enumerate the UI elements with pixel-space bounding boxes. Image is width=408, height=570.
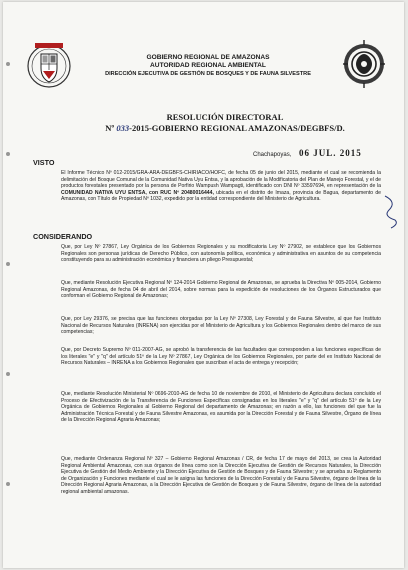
considerando-paragraph: Que, por Ley 29376, se precisa que las funciones otorgadas por la Ley Nº 27308, Ley Forestal y de Fauna Silvestre, al que fue Instituto Nacional de Recursos Naturales (INRENA) son ejercidas por el Ministerio de Agricultura y los Gobiernos Regionales dentro del marco de sus competencias;	[61, 316, 381, 336]
binder-holes	[3, 2, 17, 568]
coat-of-arms-seal	[25, 40, 73, 92]
margin-signature	[381, 192, 401, 232]
directorate-name: DIRECCIÓN EJECUTIVA DE GESTIÓN DE BOSQUES Y DE FAUNA SILVESTRE	[105, 71, 311, 77]
resolution-title	[75, 112, 375, 134]
resolution-suffix: -2015-GOBIERNO REGIONAL AMAZONAS/DEGBFS/D.	[129, 123, 345, 133]
resolution-number: 033	[116, 123, 130, 133]
org-name: GOBIERNO REGIONAL DE AMAZONAS	[146, 54, 270, 61]
visto-heading: VISTO	[33, 158, 55, 167]
community-name: COMUNIDAD NATIVA UYU ENTSA, con RUC Nº 20480016444,	[61, 189, 214, 196]
letterhead	[73, 54, 343, 78]
date-line	[253, 148, 362, 158]
resolution-heading: RESOLUCIÓN DIRECTORAL	[166, 112, 284, 122]
authority-name: AUTORIDAD REGIONAL AMBIENTAL	[150, 62, 266, 69]
considerando-paragraph: Que, mediante Resolución Ejecutiva Regional Nº 124-2014 Gobierno Regional de Amazonas, se aprueba la Directiva Nº 005-2014, Gobierno Regional Amazonas, de fecha 04 de abril del 2014, sobre normas para la expedición de resoluciones de los Órganos Estructurados que conforman el Gobierno Regional de Amazonas;	[61, 280, 381, 300]
considerando-heading: CONSIDERANDO	[33, 232, 93, 241]
regional-emblem-seal	[341, 38, 387, 90]
considerando-paragraph: Que, mediante Ordenanza Regional Nº 327 – Gobierno Regional Amazonas / CR, de fecha 17 de mayo del 2013, se crea la Autoridad Regional Ambiental Amazonas, con sus órganos de línea como son la Dirección Ejecutiva de Gestión de Recursos Naturales, la Dirección Ejecutiva de Gestión del Medio Ambiente y la Dirección Ejecutiva de Gestión de Bosques y de Fauna Silvestre; y se aprueba su Reglamento de Organización y Funciones mediante el cual se le asigna las funciones de la Dirección Forestal y de Fauna Silvestre, órgano de línea de la Dirección Regional Agraria Amazonas, a la Dirección Ejecutiva de Gestión de Bosques y de Fauna Silvestre, órgano de línea de la autoridad regional ambiental amazonas.	[61, 456, 381, 495]
place: Chachapoyas,	[253, 152, 292, 158]
document-page	[3, 2, 404, 568]
considerando-paragraph: Que, por Ley Nº 27867, Ley Orgánica de los Gobiernos Regionales y su modificatoria Ley Nº 27902, se establece que los Gobiernos Regionales son personas jurídicas de Derecho Público, con autonomía política, económica y administrativa en asuntos de su competencia constituyendo para su administración económica y financiera un pliego Presupuestal;	[61, 244, 381, 264]
date-stamp: 06 JUL. 2015	[299, 148, 362, 158]
visto-paragraph: El Informe Técnico Nº 012-2015/GRA-ARA-DEGBFS-CHIRIACO/HOFC, de fecha 05 de junio del 2015, mediante el cual se recomienda la delimitación del Bosque Comunal de la Comunidad Nativa Uyu Entsa, y la aprobación de la Modificatoria del Plan de Manejo Forestal, y el de productos forestales presentado por la persona de Porfirio Wampush Wampagti, identificado con DNI Nº 33597694, en representación de la COMUNIDAD NATIVA UYU ENTSA, con RUC Nº 20480016444, ubicada en el distrito de Imaza, provincia de Bagua, departamento de Amazonas, con Título de Propiedad Nº 1032, expedido por la entidad correspondiente del Ministerio de Agricultura.	[61, 170, 381, 203]
resolution-number-line: Nº 033-2015-GOBIERNO REGIONAL AMAZONAS/DEGBFS/D.	[105, 123, 345, 133]
considerando-paragraph: Que, mediante Resolución Ministerial Nº 0696-2010-AG de fecha 10 de noviembre de 2010, el Ministerio de Agricultura declara concluido el Proceso de Efectivización de la Transferencia de Funciones Específicas consignadas en los literales "e" y "q" del artículo 51º de la Ley Orgánica de Gobiernos Regionales al Gobierno Regional del departamento de Amazonas; en razón a ello, las funciones del que fue la Administración Técnica Forestal y de Fauna Silvestre Amazonas, es asumida por la Dirección Forestal y de Fauna Silvestre, Órgano de línea de la Dirección Regional Agraria Amazonas;	[61, 391, 381, 424]
considerando-paragraph: Que, por Decreto Supremo Nº 011-2007-AG, se aprobó la transferencia de las facultades que corresponden a las funciones específicas de los literales "e" y "q" del artículo 51º de la Ley Nº 27867, Ley Orgánica de los Gobiernos Regionales, por parte del ex Instituto Nacional de Recursos Naturales – INRENA a los Gobiernos Regionales que suscriban el acta de entrega y recepción;	[61, 347, 381, 367]
